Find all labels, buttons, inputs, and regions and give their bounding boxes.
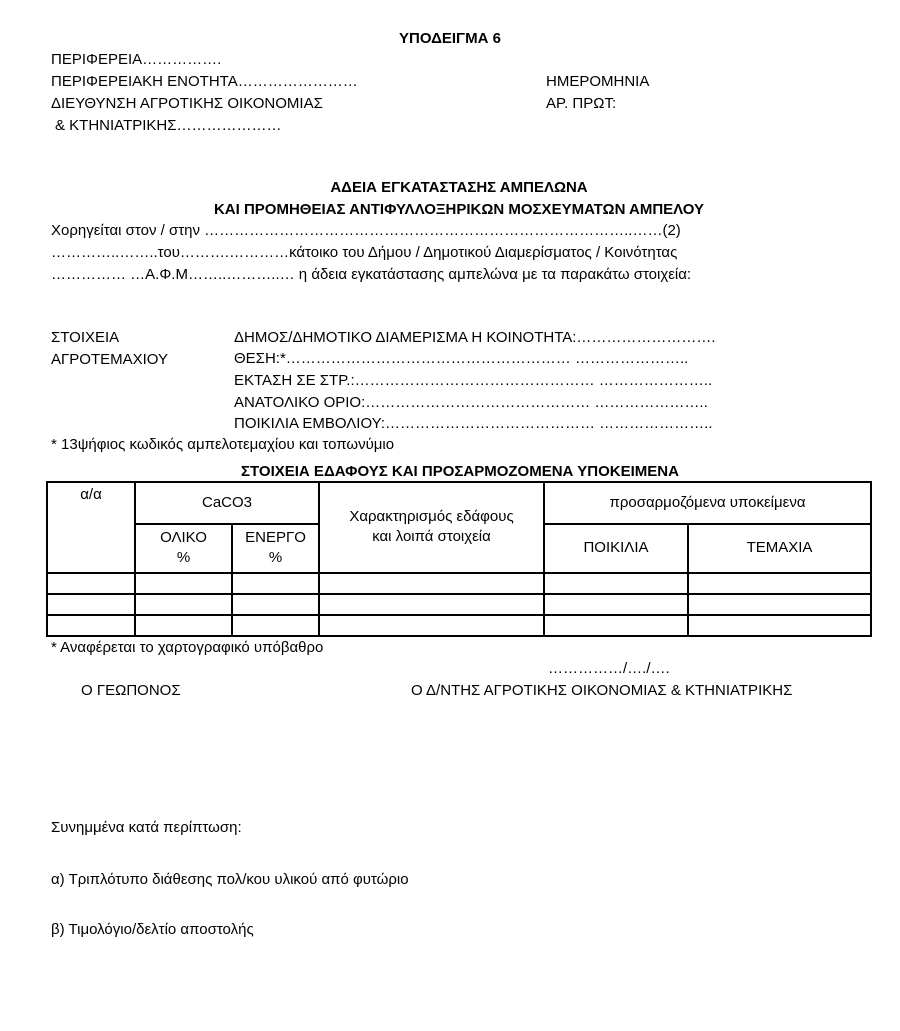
table-cell[interactable] [232,594,319,615]
header-total-line1: ΟΛΙΚΟ [160,529,207,547]
agronomist-label: Ο ΓΕΩΠΟΝΟΣ [81,682,181,699]
table-cell[interactable] [544,594,688,615]
document-title-line1: ΑΔΕΙΑ ΕΓΚΑΤΑΣΤΑΣΗΣ ΑΜΠΕΛΩΝΑ [330,179,588,196]
header-total-line2: % [176,549,191,567]
header-active-line2: % [268,549,283,567]
table-row [47,594,871,615]
table-cell[interactable] [319,615,544,636]
header-soil-line1: Χαρακτηρισμός εδάφους [349,508,514,526]
parcel-label-line1: ΣΤΟΙΧΕΙΑ [51,329,120,346]
table-cell[interactable] [544,615,688,636]
table-row [47,615,871,636]
document-title-line2: ΚΑΙ ΠΡΟΜΗΘΕΙΑΣ ΑΝΤΙΦΥΛΛΟΞΗΡΙΚΩΝ ΜΟΣΧΕΥΜΑΤΩΝ ΑΜΠΕΛΟΥ [213,201,705,218]
header-variety [544,524,688,572]
attachment-item-a: α) Τριπλότυπο διάθεσης πολ/κου υλικού από φυτώριο [51,871,409,888]
table-cell[interactable] [319,573,544,594]
header-rootstocks-label: προσαρμοζόμενα υποκείμενα [609,494,806,512]
attachment-item-b: β) Τιμολόγιο/δελτίο αποστολής [51,921,254,938]
header-pieces-label: ΤΕΜΑΧΙΑ [746,539,813,557]
header-caco3-label: CaCO3 [201,494,253,512]
parcel-area-field: ΕΚΤΑΣΗ ΣΕ ΣΤΡ.:………………………………………… ………………….. [234,372,713,389]
parcel-municipality-field: ΔΗΜΟΣ/ΔΗΜΟΤΙΚΟ ΔΙΑΜΕΡΙΣΜΑ Η ΚΟΙΝΟΤΗΤΑ:………………………. [234,329,716,346]
parcel-label-line2: ΑΓΡΟΤΕΜΑΧΙΟΥ [51,351,168,368]
header-active [232,524,319,572]
signature-date-line: ……………/…./…. [548,660,670,677]
directorate-line1: ΔΙΕΥΘΥΝΣΗ ΑΓΡΟΤΙΚΗΣ ΟΙΚΟΝΟΜΙΑΣ [51,95,323,112]
director-label: Ο Δ/ΝΤΗΣ ΑΓΡΟΤΙΚΗΣ ΟΙΚΟΝΟΜΙΑΣ & ΚΤΗΝΙΑΤΡΙΚΗΣ [411,682,793,699]
header-aa [47,482,135,573]
grant-line2: …………..……..του……….…………κάτοικο του Δήμου / Δημοτικού Διαμερίσματος / Κοινότητας [51,244,678,261]
header-variety-label: ΠΟΙΚΙΛΙΑ [583,539,649,557]
parcel-variety-field: ΠΟΙΚΙΛΙΑ ΕΜΒΟΛΙΟΥ:…………………………………… ………………….. [234,415,713,432]
parcel-east-border-field: ΑΝΑΤΟΛΙΚΟ ΟΡΙΟ:……………………………………… ………………….. [234,394,708,411]
header-rootstocks [544,482,871,524]
table-cell[interactable] [47,594,135,615]
table-cell[interactable] [688,615,871,636]
protocol-label: ΑΡ. ΠΡΩΤ: [546,95,617,112]
region-field: ΠΕΡΙΦΕΡΕΙΑ……………. [51,51,222,68]
table-cell[interactable] [232,573,319,594]
parcel-location-field: ΘΕΣΗ:*………………………………………………… ………………….. [234,350,689,367]
table-cell[interactable] [47,573,135,594]
table-cell[interactable] [47,615,135,636]
parcel-footnote: * 13ψήφιος κωδικός αμπελοτεμαχίου και τοπωνύμιο [51,436,395,453]
soil-table [46,481,872,637]
header-pieces [688,524,871,572]
soil-footnote: * Αναφέρεται το χαρτογραφικό υπόβαθρο [51,639,324,656]
header-total [135,524,232,572]
table-cell[interactable] [135,615,232,636]
model-title: ΥΠΟΔΕΙΓΜΑ 6 [399,30,501,47]
table-row [47,573,871,594]
soil-section-title: ΣΤΟΙΧΕΙΑ ΕΔΑΦΟΥΣ ΚΑΙ ΠΡΟΣΑΡΜΟΖΟΜΕΝΑ ΥΠΟΚΕΙΜΕΝΑ [241,463,679,480]
header-active-line1: ΕΝΕΡΓΟ [245,529,306,547]
attachments-heading: Συνημμένα κατά περίπτωση: [51,819,242,836]
header-aa-label: α/α [80,486,102,503]
table-cell[interactable] [319,594,544,615]
table-cell[interactable] [135,594,232,615]
regional-unit-field: ΠΕΡΙΦΕΡΕΙΑΚΗ ΕΝΟΤΗΤΑ…………………… [51,73,358,90]
table-cell[interactable] [688,573,871,594]
header-soil-line2: και λοιπά στοιχεία [372,528,491,546]
header-soil-characterization [319,482,544,573]
grant-line3: …………… …Α.Φ.Μ……..………..… η άδεια εγκατάστασης αμπελώνα με τα παρακάτω στοιχεία: [51,266,692,283]
grant-line1: Χορηγείται στον / στην …………………………………………………………………………..……(2) [51,222,681,239]
table-cell[interactable] [232,615,319,636]
table-cell[interactable] [544,573,688,594]
table-cell[interactable] [688,594,871,615]
directorate-line2: & ΚΤΗΝΙΑΤΡΙΚΗΣ………………… [55,117,282,134]
header-caco3 [135,482,319,524]
table-cell[interactable] [135,573,232,594]
date-label: ΗΜΕΡΟΜΗΝΙΑ [546,73,650,90]
